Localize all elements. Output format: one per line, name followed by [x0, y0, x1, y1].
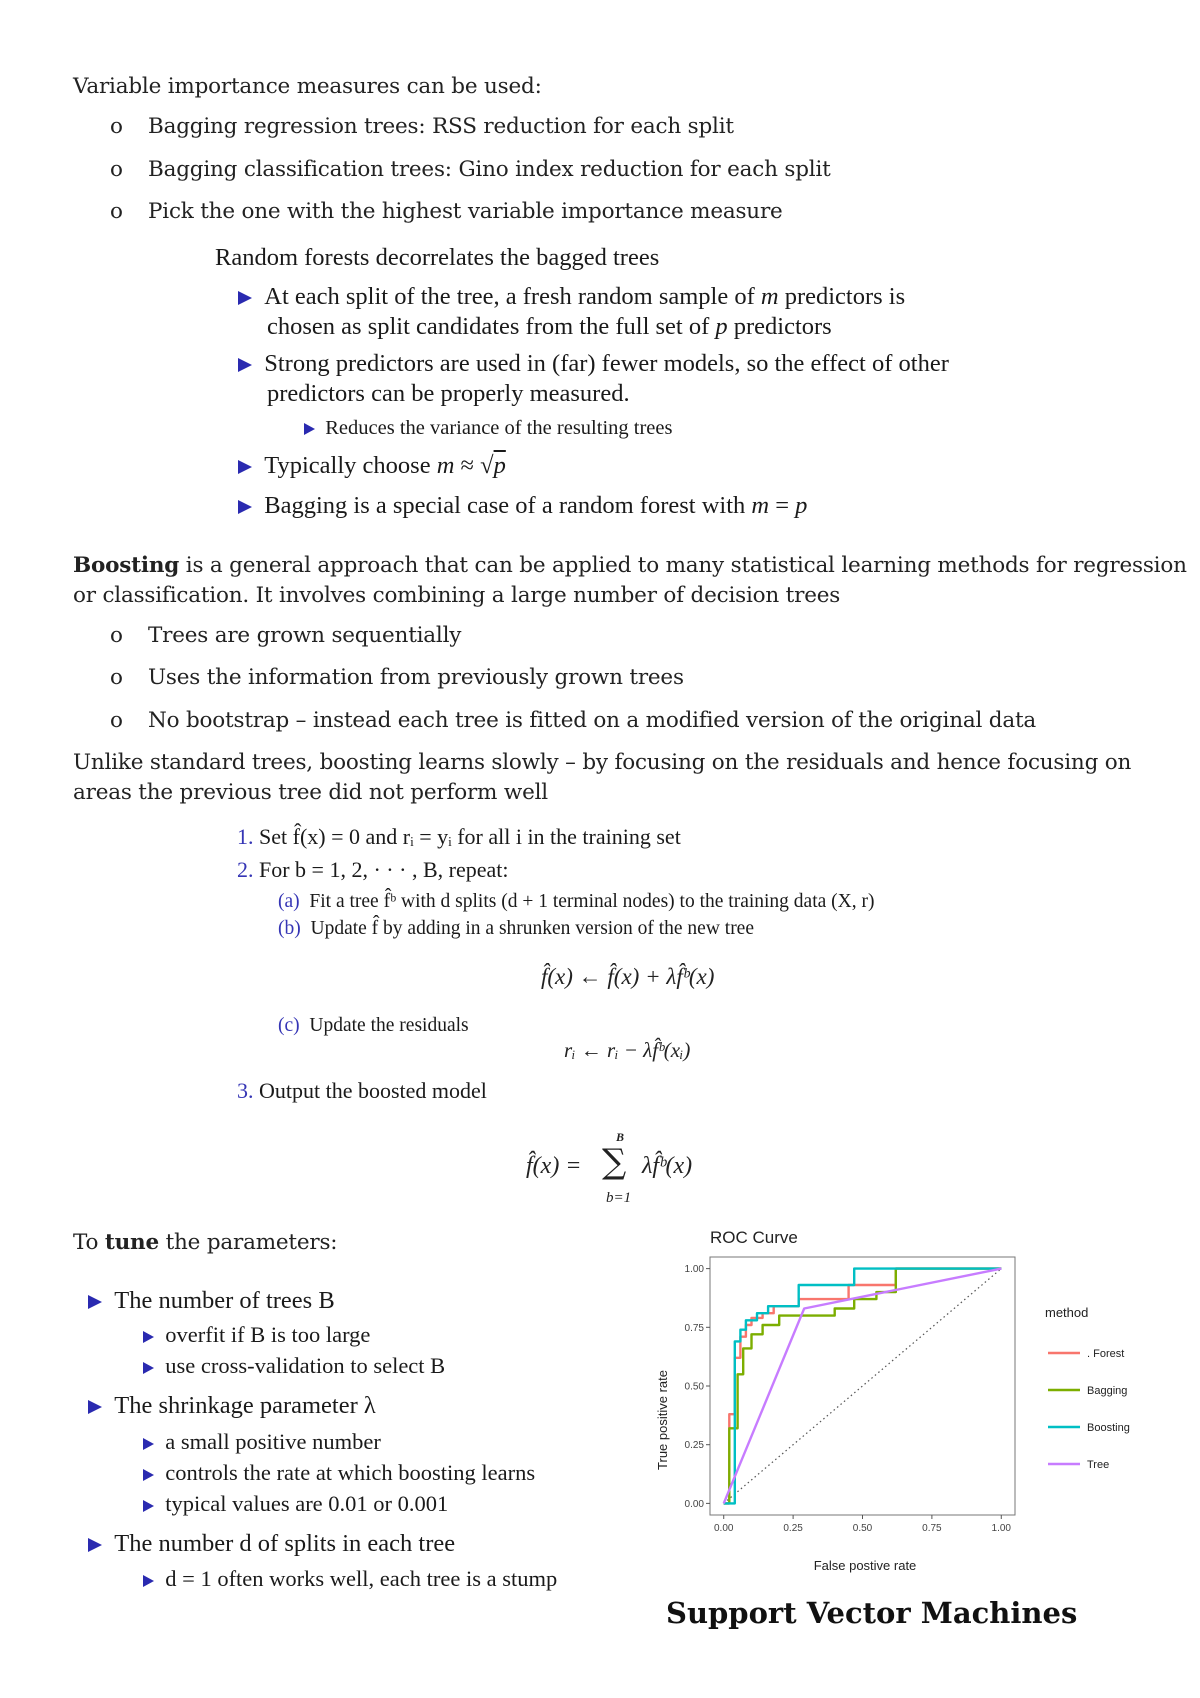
triangle-bullet-icon: [238, 500, 252, 514]
triangle-bullet-icon: [88, 1295, 102, 1309]
boost-unlike-line1: Unlike standard trees, boosting learns slowly – by focusing on the residuals and hence focusing on: [73, 750, 1132, 775]
algo-eq-update: f̂(x) ← f̂(x) + λf̂ᵇ(x): [541, 964, 715, 989]
triangle-bullet-icon: [143, 1362, 154, 1374]
algo-step-2a: (a) Fit a tree f̂ᵇ with d splits (d + 1 terminal nodes) to the training data (X, r): [278, 891, 875, 912]
tune-item-3a: d = 1 often works well, each tree is a stump: [143, 1566, 557, 1592]
tune-intro: To tune the parameters:: [73, 1230, 338, 1255]
boost-item-1: o Trees are grown sequentially: [110, 623, 462, 648]
rf-bullet-2-sub: Reduces the variance of the resulting trees: [304, 417, 672, 440]
diagonal-reference-line: [724, 1269, 1002, 1504]
vim-item-3: o Pick the one with the highest variable importance measure: [110, 199, 783, 224]
boost-para-line2: or classification. It involves combining a large number of decision trees: [73, 583, 841, 608]
rf-bullet-2-line2: predictors can be properly measured.: [267, 380, 630, 407]
algo-eq-output-rhs: λf̂ᵇ(x): [642, 1153, 693, 1179]
x-tick-label: 0.50: [852, 1523, 873, 1534]
rf-bullet-2: Strong predictors are used in (far) fewer models, so the effect of other: [238, 350, 949, 378]
algo-eq-output-lhs: f̂(x) =: [526, 1153, 582, 1179]
triangle-bullet-icon: [143, 1331, 154, 1343]
triangle-bullet-icon: [238, 358, 252, 372]
algo-eq-output-bottom: b=1: [606, 1190, 632, 1206]
algo-step-2: 2. For b = 1, 2, · · · , B, repeat:: [237, 857, 509, 882]
tune-item-2: The shrinkage parameter λ: [88, 1392, 376, 1420]
tune-item-1b: use cross-validation to select B: [143, 1353, 445, 1379]
algo-step-3: 3. Output the boosted model: [237, 1078, 487, 1103]
tune-item-1: The number of trees B: [88, 1287, 335, 1315]
svm-section-title: Support Vector Machines: [666, 1596, 1078, 1630]
boost-item-3: o No bootstrap – instead each tree is fitted on a modified version of the original data: [110, 708, 1037, 733]
bullet-o: o: [110, 708, 123, 733]
y-tick-label: 0.75: [684, 1322, 704, 1334]
triangle-bullet-icon: [143, 1469, 154, 1481]
legend-label: Tree: [1087, 1459, 1110, 1471]
y-tick-label: 1.00: [684, 1264, 704, 1276]
boost-unlike-line2: areas the previous tree did not perform well: [73, 780, 548, 805]
y-tick-label: 0.25: [684, 1440, 704, 1452]
boost-item-2: o Uses the information from previously grown trees: [110, 665, 684, 690]
algo-step-1: 1. Set f̂(x) = 0 and rᵢ = yᵢ for all i in the training set: [237, 824, 681, 849]
bullet-o: o: [110, 157, 123, 182]
tune-item-2b: controls the rate at which boosting learns: [143, 1460, 535, 1486]
tune-item-2a: a small positive number: [143, 1429, 381, 1455]
x-tick-label: 0.75: [922, 1523, 942, 1534]
bullet-o: o: [110, 623, 123, 648]
y-tick-label: 0.50: [684, 1381, 704, 1393]
y-axis-label: True positive rate: [655, 1370, 670, 1470]
triangle-bullet-icon: [238, 460, 252, 474]
boost-para-line1: Boosting is a general approach that can be applied to many statistical learning methods for regression: [73, 553, 1187, 578]
legend-title: method: [1045, 1305, 1089, 1320]
chart-title: ROC Curve: [710, 1228, 798, 1247]
bullet-o: o: [110, 665, 123, 690]
roc-chart: [640, 1225, 1180, 1580]
tune-item-2c: typical values are 0.01 or 0.001: [143, 1491, 448, 1517]
algo-step-2b: (b) Update f̂ by adding in a shrunken version of the new tree: [278, 918, 754, 939]
rf-bullet-3: Typically choose m ≈ √p: [238, 452, 506, 480]
legend-label: Bagging: [1087, 1385, 1128, 1397]
vim-item-1: o Bagging regression trees: RSS reduction for each split: [110, 114, 734, 139]
triangle-bullet-icon: [143, 1438, 154, 1450]
bullet-o: o: [110, 199, 123, 224]
triangle-bullet-icon: [88, 1400, 102, 1414]
vim-intro: Variable importance measures can be used:: [73, 74, 542, 99]
legend-label: Boosting: [1087, 1422, 1130, 1434]
bullet-o: o: [110, 114, 123, 139]
rf-bullet-1-line2: chosen as split candidates from the full set of p predictors: [267, 313, 832, 340]
x-tick-label: 0.25: [783, 1523, 803, 1534]
triangle-bullet-icon: [238, 291, 252, 305]
legend-label: . Forest: [1087, 1348, 1125, 1360]
algo-eq-residual: rᵢ ← rᵢ − λf̂ᵇ(xᵢ): [564, 1038, 691, 1062]
triangle-bullet-icon: [304, 423, 315, 435]
rf-bullet-4: Bagging is a special case of a random forest with m = p: [238, 492, 807, 520]
rf-title: Random forests decorrelates the bagged trees: [215, 244, 660, 271]
triangle-bullet-icon: [143, 1500, 154, 1512]
x-tick-label: 0.00: [713, 1523, 734, 1534]
vim-item-2: o Bagging classification trees: Gino index reduction for each split: [110, 157, 831, 182]
x-axis-label: False postive rate: [813, 1558, 917, 1573]
tune-item-1a: overfit if B is too large: [143, 1322, 370, 1348]
algo-eq-output-top: B: [616, 1130, 625, 1144]
triangle-bullet-icon: [88, 1538, 102, 1552]
algo-eq-output-sum: ∑: [602, 1142, 627, 1182]
algo-step-2c: (c) Update the residuals: [278, 1015, 469, 1036]
x-tick-label: 1.00: [991, 1523, 1012, 1534]
triangle-bullet-icon: [143, 1575, 154, 1587]
tune-item-3: The number d of splits in each tree: [88, 1530, 455, 1558]
rf-bullet-1: At each split of the tree, a fresh random sample of m predictors is: [238, 283, 905, 311]
y-tick-label: 0.00: [684, 1498, 704, 1510]
